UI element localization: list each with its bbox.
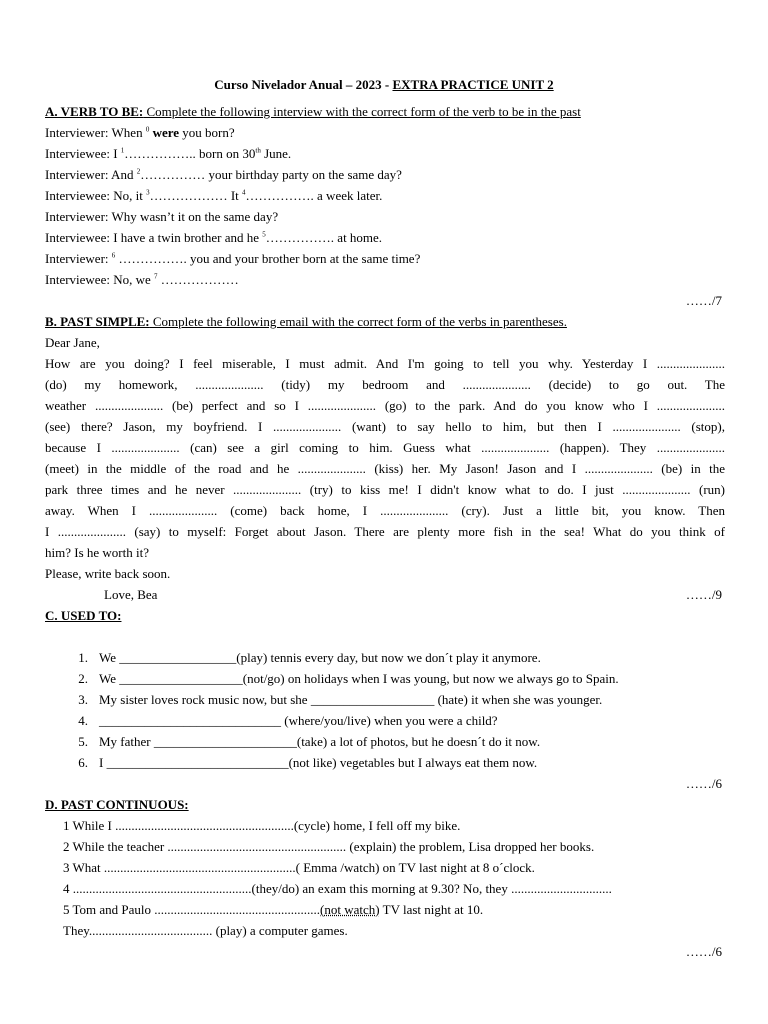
interview-line: Interviewee: I $^1$…………….. born on 30th June. xyxy=(45,146,292,161)
past-continuous-item: They...................................... (play) a computer games. xyxy=(63,923,348,938)
section-b-score: ……/9 xyxy=(685,587,722,602)
interview-line: Interviewee: No, we $^7$ ……………… xyxy=(45,272,239,287)
email-greeting: Dear Jane, xyxy=(45,335,100,350)
past-continuous-item: 1 While I .......................................................(cycle) home, I fell off my bike. xyxy=(63,818,461,833)
email-line: park three times and he never ..................... (try) to kiss me! I didn't know what to do. I just ..................... (run) xyxy=(45,482,725,497)
email-line: (do) my homework, ..................... (tidy) my bedroom and ..................... (decide) to go out. The xyxy=(45,377,725,392)
used-to-item: 1. We __________________(play) tennis every day, but now we don´t play it anymore. xyxy=(78,650,541,665)
interview-line: Interviewee: I have a twin brother and he $^5$……………. at home. xyxy=(45,230,383,245)
email-line: away. When I ..................... (come) back home, I ..................... (cry). Just a little bit, you know. Then xyxy=(45,503,725,518)
past-continuous-item: 2 While the teacher ....................................................... (explain) the problem, Lisa dropped her books. xyxy=(63,839,595,854)
email-line: How are you doing? I feel miserable, I must admit. And I'm going to tell you why. Yesterday I ..................... xyxy=(45,356,725,371)
interview-line: Interviewee: No, it $^3$……………… It $^4$……………. a week later. xyxy=(45,188,383,203)
email-line: I ..................... (say) to myself: Forget about Jason. There are plenty more fish in the sea! What do you think of xyxy=(45,524,725,539)
past-continuous-item: 3 What ...........................................................( Emma /watch) on TV last night at 8 o´clock. xyxy=(63,860,535,875)
section-b-heading: B. PAST SIMPLE: Complete the following email with the correct form of the verbs in parentheses. xyxy=(45,314,567,329)
section-a-heading: A. VERB TO BE: Complete the following interview with the correct form of the verb to be in the past xyxy=(45,104,581,119)
section-c-score: ……/6 xyxy=(685,776,722,791)
email-line: (see) there? Jason, my boyfriend. I ..................... (want) to say hello to him, but then I ..................... (stop), xyxy=(45,419,725,434)
used-to-item: 2. We ___________________(not/go) on holidays when I was young, but now we always go to Spain. xyxy=(78,671,619,686)
email-closing: Please, write back soon. xyxy=(45,566,171,581)
section-c-heading: C. USED TO: xyxy=(45,608,122,623)
page-title: Curso Nivelador Anual – 2023 - EXTRA PRACTICE UNIT 2 xyxy=(214,77,554,92)
used-to-item: 5. My father ______________________(take) a lot of photos, but he doesn´t do it now. xyxy=(78,734,541,749)
email-line: (meet) in the middle of the road and he ..................... (kiss) her. My Jason! Jason and I ..................... (be) in the xyxy=(45,461,725,476)
section-d-score: ……/6 xyxy=(685,944,722,959)
email-line: him? Is he worth it? xyxy=(45,545,149,560)
section-d-heading: D. PAST CONTINUOUS: xyxy=(45,797,189,812)
used-to-item: 3. My sister loves rock music now, but she ___________________ (hate) it when she was younger. xyxy=(78,692,603,707)
past-continuous-item: 4 .......................................................(they/do) an exam this morning at 9.30? No, they ............................... xyxy=(63,881,612,896)
interview-line: Interviewer: And $^2$…………… your birthday party on the same day? xyxy=(45,167,402,182)
email-line: because I ..................... (can) see a girl coming to him. Guess what ..................... (happen). They ..................... xyxy=(45,440,725,455)
used-to-item: 4. ____________________________ (where/you/live) when you were a child? xyxy=(78,713,498,728)
interview-line: Interviewer: When $^0$ were you born? xyxy=(45,125,235,140)
used-to-item: 6. I ____________________________(not like) vegetables but I always eat them now. xyxy=(78,755,538,770)
interview-line: Interviewer: Why wasn’t it on the same day? xyxy=(45,209,279,224)
email-line: weather ..................... (be) perfect and so I ..................... (go) to the park. And do you know who I ..................... xyxy=(45,398,725,413)
section-a-score: ……/7 xyxy=(685,293,722,308)
email-signature: Love, Bea xyxy=(104,587,158,602)
interview-line: Interviewer: $^6$ ……………. you and your brother born at the same time? xyxy=(45,251,421,266)
past-continuous-item: 5 Tom and Paulo ...................................................(not watch) TV last night at 10. xyxy=(63,902,484,917)
